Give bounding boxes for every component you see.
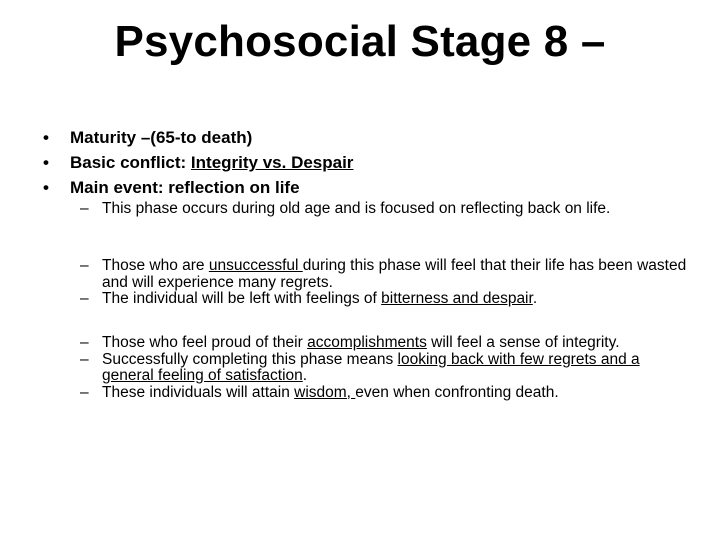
main-bullet-list xyxy=(45,125,705,200)
bullet-marker: • xyxy=(43,178,49,197)
bullet-basic-conflict xyxy=(45,150,705,175)
sub-item-text: even when confronting death. xyxy=(355,383,559,401)
sub-item xyxy=(80,352,695,385)
sub-item-text: . xyxy=(302,367,308,384)
sub-item-text: will feel a sense of integrity. xyxy=(426,334,620,351)
sub-item-text: Successfully completing this phase means xyxy=(102,350,398,368)
sub-item-text: . xyxy=(532,290,538,307)
sub-item xyxy=(80,385,695,402)
sub-item xyxy=(80,335,695,352)
bullet-maturity xyxy=(45,125,705,150)
bullet-text: Basic conflict: xyxy=(70,153,191,172)
bullet-main-event xyxy=(45,175,705,200)
underlined-term: accomplishments xyxy=(307,334,427,351)
sub-item-text: The individual will be left with feelings of xyxy=(102,290,382,307)
dash-marker: – xyxy=(80,200,89,217)
dash-marker: – xyxy=(80,383,89,401)
dash-marker: – xyxy=(80,257,89,274)
bullet-marker: • xyxy=(43,128,49,147)
sub-list-unsuccessful xyxy=(80,258,695,308)
bullet-marker: • xyxy=(43,153,49,172)
underlined-term: unsuccessful xyxy=(208,257,303,274)
underlined-term: wisdom, xyxy=(294,383,356,401)
sub-item-text: Those who are xyxy=(102,257,209,274)
bullet-text: Maturity –(65-to death) xyxy=(70,128,253,147)
bullet-text: Main event: reflection on life xyxy=(70,178,300,197)
dash-marker: – xyxy=(80,350,89,368)
slide-title: Psychosocial Stage 8 – xyxy=(114,17,606,66)
dash-marker: – xyxy=(80,334,89,351)
dash-marker: – xyxy=(80,290,89,307)
sub-list-old-age xyxy=(80,201,695,218)
sub-list-successful xyxy=(80,335,695,401)
sub-item-text: This phase occurs during old age and is focused on reflecting back on life. xyxy=(102,200,611,217)
underlined-term: bitterness and despair xyxy=(381,290,533,307)
underlined-term: looking back with few regrets and a general feeling of satisfaction xyxy=(102,350,640,384)
sub-item-text: Those who feel proud of their xyxy=(102,334,308,351)
sub-item xyxy=(80,201,695,218)
sub-item xyxy=(80,258,695,291)
sub-item-text: These individuals will attain xyxy=(102,383,295,401)
sub-item xyxy=(80,291,695,308)
sub-item-text: during this phase will feel that their life has been wasted and will experience many regrets. xyxy=(102,257,687,291)
underlined-term: Integrity vs. Despair xyxy=(190,153,354,172)
